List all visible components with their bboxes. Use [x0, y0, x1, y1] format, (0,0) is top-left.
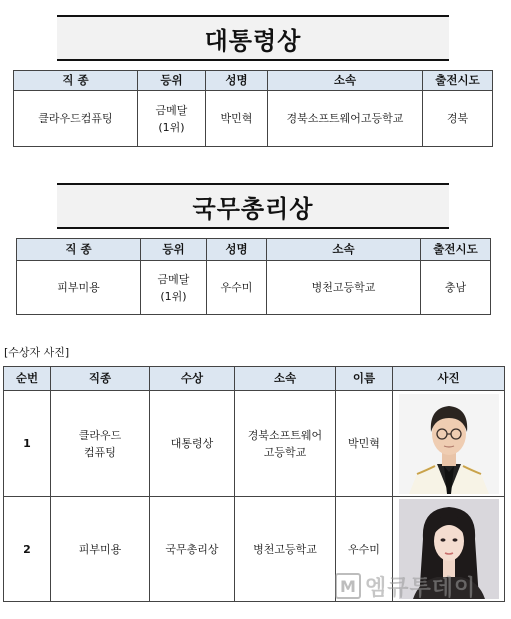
header-rank: 등위 — [141, 239, 207, 261]
table-row — [17, 261, 491, 315]
award2-table — [16, 238, 491, 315]
cell-photo — [393, 391, 505, 497]
header-name: 이름 — [336, 367, 393, 391]
award1-title-text: 대통령상 — [204, 26, 302, 55]
cell-name: 우수미 — [207, 261, 267, 315]
cell-school: 경북소프트웨어고등학교 — [268, 91, 423, 147]
header-rank: 등위 — [138, 71, 206, 91]
cell-school — [235, 391, 336, 497]
header-field: 직종 — [51, 367, 150, 391]
cell-field: 피부미용 — [17, 261, 141, 315]
rank-sub: (1위) — [158, 120, 185, 134]
table-row — [4, 391, 505, 497]
table-header-row — [4, 367, 505, 391]
cell-name: 박민혁 — [206, 91, 268, 147]
header-region: 출전시도 — [423, 71, 493, 91]
header-name: 성명 — [206, 71, 268, 91]
table-header-row — [17, 239, 491, 261]
field-line2: 컴퓨팅 — [84, 445, 116, 459]
header-name: 성명 — [207, 239, 267, 261]
table-header-row — [14, 71, 493, 91]
rank-main: 금메달 — [155, 103, 188, 117]
school-line1: 경북소프트웨어 — [247, 428, 323, 442]
cell-rank — [141, 261, 207, 315]
award2-title — [57, 183, 449, 229]
watermark — [335, 571, 476, 601]
cell-no: 2 — [4, 497, 51, 602]
cell-school: 병천고등학교 — [267, 261, 421, 315]
table-row — [14, 91, 493, 147]
winner-photo-1 — [399, 394, 499, 494]
header-field: 직 종 — [17, 239, 141, 261]
header-no: 순번 — [4, 367, 51, 391]
watermark-text: 엠큐투데이 — [365, 575, 477, 601]
cell-name: 우수미 — [336, 497, 393, 602]
header-award: 수상 — [150, 367, 235, 391]
photos-table — [3, 366, 505, 602]
photos-caption: [수상자 사진] — [4, 346, 70, 359]
school-line2: 고등학교 — [263, 445, 307, 459]
cell-no: 1 — [4, 391, 51, 497]
cell-award: 국무총리상 — [150, 497, 235, 602]
rank-main: 금메달 — [157, 272, 190, 286]
header-region: 출전시도 — [421, 239, 491, 261]
field-line1: 클라우드 — [78, 428, 122, 442]
watermark-logo-icon: M — [335, 573, 361, 599]
school-line1: 병천고등학교 — [253, 542, 317, 556]
cell-field — [51, 497, 150, 602]
cell-rank — [138, 91, 206, 147]
cell-award: 대통령상 — [150, 391, 235, 497]
cell-field — [51, 391, 150, 497]
cell-region: 충남 — [421, 261, 491, 315]
cell-field: 클라우드컴퓨팅 — [14, 91, 138, 147]
award1-table — [13, 70, 493, 147]
header-school: 소속 — [267, 239, 421, 261]
rank-sub: (1위) — [160, 289, 187, 303]
award1-title — [57, 15, 449, 61]
award2-title-text: 국무총리상 — [192, 194, 314, 223]
header-field: 직 종 — [14, 71, 138, 91]
cell-school — [235, 497, 336, 602]
cell-region: 경북 — [423, 91, 493, 147]
header-school: 소속 — [235, 367, 336, 391]
header-school: 소속 — [268, 71, 423, 91]
header-photo: 사진 — [393, 367, 505, 391]
cell-name: 박민혁 — [336, 391, 393, 497]
field-line1: 피부미용 — [78, 542, 122, 556]
